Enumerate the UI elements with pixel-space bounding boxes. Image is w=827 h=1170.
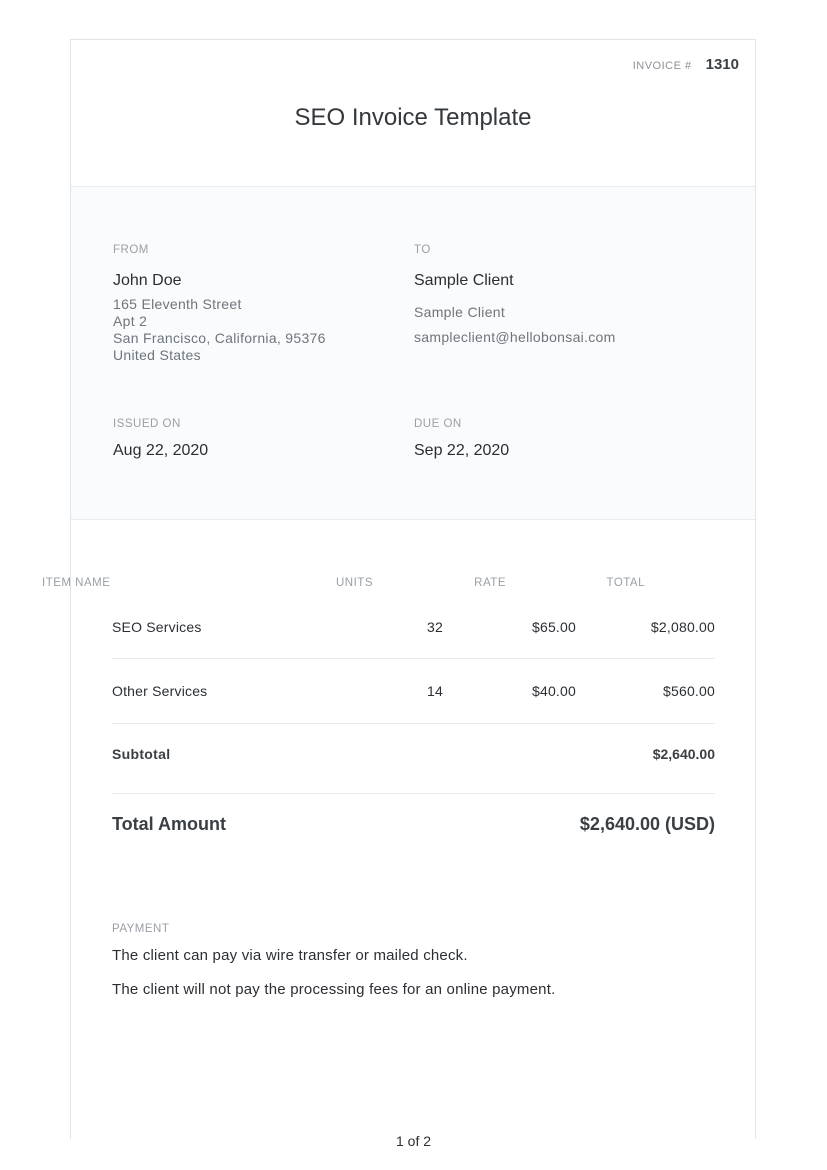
from-address-line: 165 Eleventh Street (113, 296, 242, 312)
items-body (112, 594, 715, 724)
subtotal-label: Subtotal (112, 746, 171, 762)
table-row (112, 659, 715, 724)
header-total: TOTAL (606, 577, 645, 589)
to-label: TO (414, 244, 431, 256)
invoice-header (71, 40, 755, 187)
due-block (414, 418, 509, 460)
invoice-number-value: 1310 (705, 56, 739, 73)
payment-note: The client will not pay the processing fees for an online payment. (112, 981, 556, 998)
item-total: $560.00 (662, 683, 715, 699)
total-label: Total Amount (112, 814, 226, 834)
subtotal-row (112, 723, 715, 794)
invoice-title: SEO Invoice Template (294, 104, 532, 131)
table-header-row (42, 536, 645, 589)
item-rate: $40.00 (531, 683, 576, 699)
header-units: UNITS (336, 577, 373, 589)
total-value: $2,640.00 (USD) (579, 814, 715, 834)
parties-section (71, 187, 755, 520)
items-table (42, 536, 645, 589)
item-rate: $65.00 (531, 619, 576, 635)
issued-block (113, 418, 208, 460)
item-name: SEO Services (112, 619, 202, 635)
from-address-line: San Francisco, California, 95376 (113, 330, 326, 346)
item-total: $2,080.00 (650, 619, 715, 635)
due-label: DUE ON (414, 418, 462, 430)
item-name: Other Services (112, 683, 208, 699)
subtotal-value: $2,640.00 (652, 746, 715, 762)
from-name: John Doe (113, 272, 182, 289)
payment-section (112, 923, 715, 998)
to-company: Sample Client (414, 304, 506, 320)
payment-note: The client can pay via wire transfer or mailed check. (112, 947, 468, 964)
from-block (113, 244, 326, 364)
from-address-line: United States (113, 347, 201, 363)
header-item-name: ITEM NAME (42, 577, 111, 589)
from-address-line: Apt 2 (113, 313, 148, 329)
to-email: sampleclient@hellobonsai.com (414, 329, 616, 345)
to-name: Sample Client (414, 272, 514, 289)
item-units: 32 (427, 619, 443, 635)
to-block (414, 244, 616, 346)
page-indicator: 1 of 2 (395, 1133, 432, 1149)
issued-label: ISSUED ON (113, 418, 181, 430)
issued-date: Aug 22, 2020 (113, 442, 209, 459)
table-row (112, 594, 715, 659)
invoice-number (633, 56, 739, 73)
invoice-number-label: INVOICE # (632, 60, 692, 72)
from-label: FROM (113, 244, 149, 256)
header-rate: RATE (474, 577, 506, 589)
payment-label: PAYMENT (112, 923, 170, 935)
due-date: Sep 22, 2020 (414, 442, 510, 459)
item-units: 14 (427, 683, 443, 699)
